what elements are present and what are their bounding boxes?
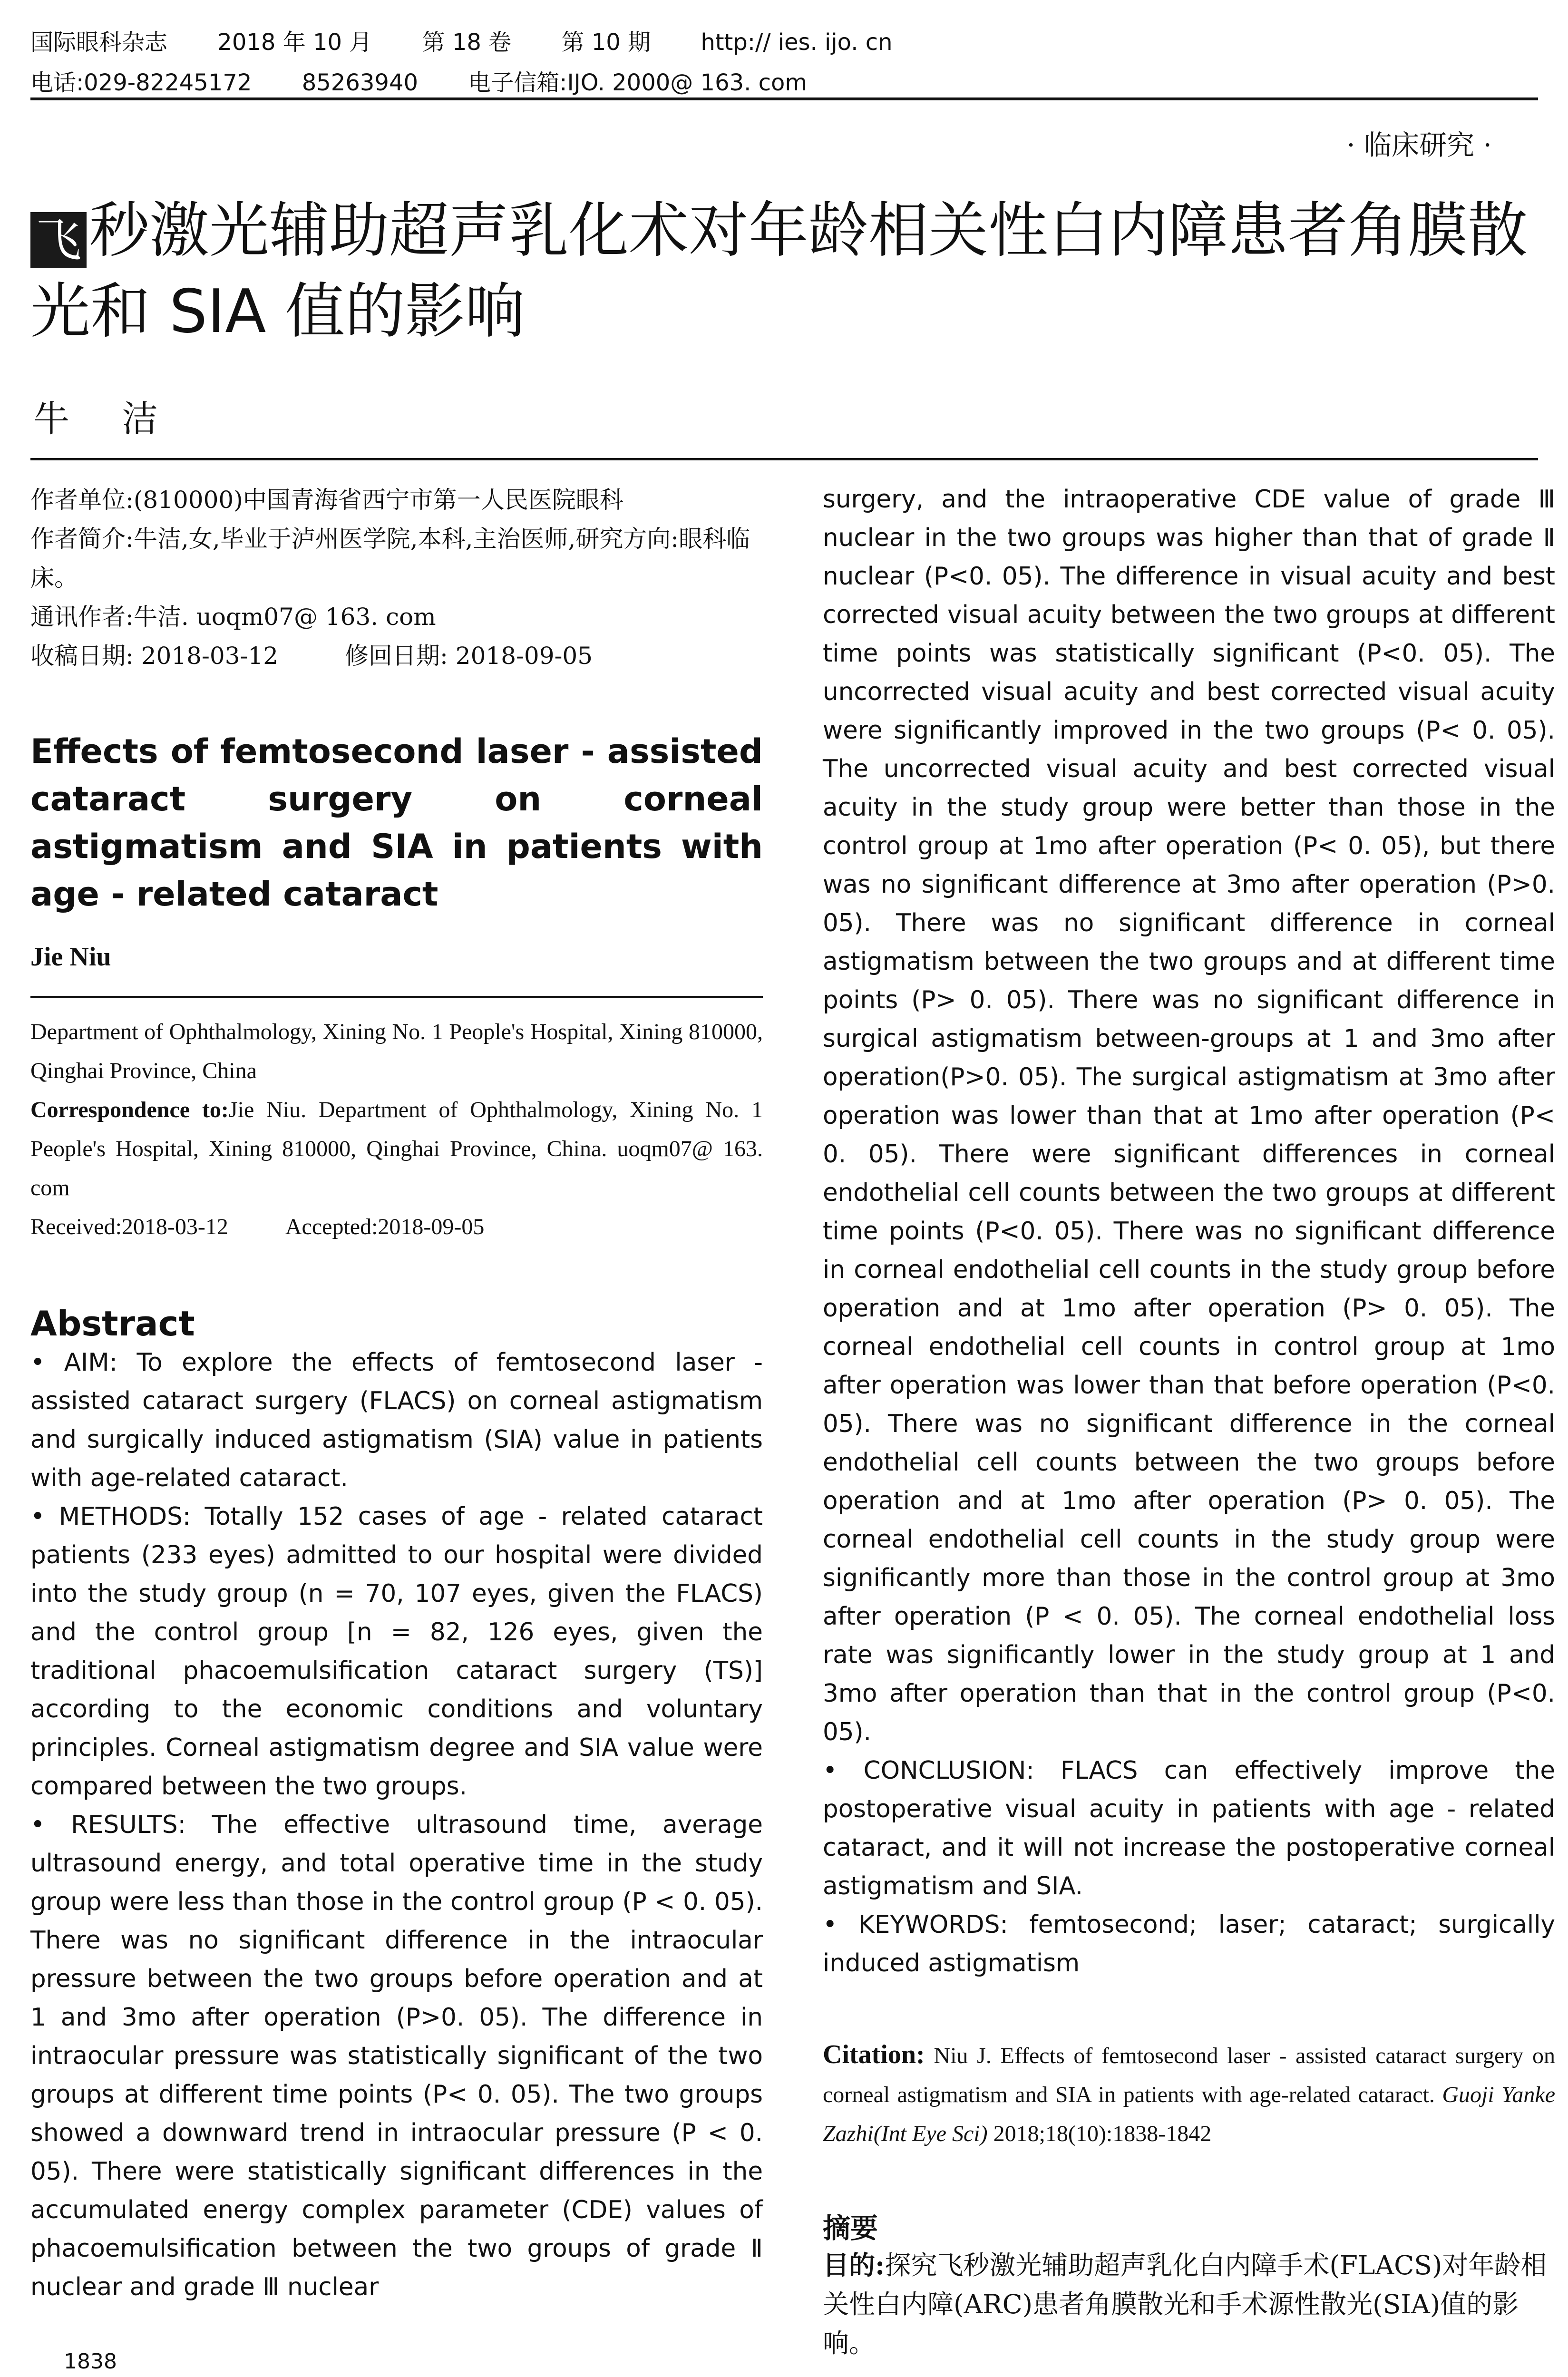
correspondence-text: Jie Niu. Department of Ophthalmology, Xining No. 1 People's Hospital, Xining 810000, Qinghai Province, China. uoqm07@ 163. com xyxy=(30,1097,763,1200)
volume: 第 18 卷 xyxy=(422,29,512,56)
cn-aim-label: 目的: xyxy=(823,2250,885,2280)
left-column xyxy=(30,480,763,2307)
citation-text: Niu J. Effects of femtosecond laser - assisted cataract surgery on corneal astigmatism and SIA in patients with age-related cataract. xyxy=(823,2043,1556,2107)
cn-aim-text: 探究飞秒激光辅助超声乳化白内障手术(FLACS)对年龄相关性白内障(ARC)患者角膜散光和手术源性散光(SIA)值的影响。 xyxy=(823,2250,1547,2358)
dates-en xyxy=(30,1208,763,1247)
received-date-cn: 收稿日期: 2018-03-12 xyxy=(30,642,279,670)
journal-website[interactable]: http:// ies. ijo. cn xyxy=(701,29,893,56)
correspondence-label: Correspondence to: xyxy=(30,1097,229,1122)
title-drop-cap: 飞 xyxy=(30,212,87,268)
section-tag: · 临床研究 · xyxy=(1346,129,1492,161)
page-number: 1838 xyxy=(64,2349,117,2374)
abstract-conclusion: • CONCLUSION: FLACS can effectively improve the postoperative visual acuity in patients with age - related cataract, and it will not increase the postoperative corneal astigmatism and SIA. xyxy=(823,1756,1555,1900)
right-column xyxy=(823,480,1555,2363)
abstract-results-part2: surgery, and the intraoperative CDE value of grade Ⅲ nuclear in the two groups was higher than that of grade Ⅱ nuclear (P<0. 05). The difference in visual acuity and best corrected visual acuity between the two groups at different time points was statistically significant (P<0. 05). The uncorrected visual acuity and best corrected visual acuity were significantly improved in the two groups (P< 0. 05). The uncorrected visual acuity and best corrected visual acuity in the study group were better than those in the control group at 1mo after operation (P< 0. 05), but there was no significant difference at 3mo after operation (P>0. 05). There was no significant difference in corneal astigmatism between the two groups and at different time points (P> 0. 05). There was no significant difference in surgical astigmatism between-groups at 1 and 3mo after operation(P>0. 05). The surgical astigmatism at 3mo after operation was lower than that at 1mo after operation (P< 0. 05). There were significant differences in corneal endothelial cell counts between the two groups at different time points (P<0. 05). There was no significant difference in corneal endothelial cell counts in the study group before operation and at 1mo after operation (P> 0. 05). The corneal endothelial cell counts in control group at 1mo after operation was lower than that before operation (P<0. 05). There was no significant difference in the corneal endothelial cell counts between the two groups before operation and at 1mo after operation (P> 0. 05). The corneal endothelial cell counts in the study group were significantly more than those in the control group at 3mo after operation (P < 0. 05). The corneal endothelial loss rate was significantly lower in the study group at 1 and 3mo after operation than that in the control group (P<0. 05). xyxy=(823,485,1555,1746)
journal-phone: 电话:029-82245172 xyxy=(30,69,252,96)
abstract-heading: Abstract xyxy=(30,1304,195,1344)
author-divider xyxy=(30,996,763,998)
received-date-en: Received:2018-03-12 xyxy=(30,1214,228,1239)
title-cn xyxy=(30,190,1552,352)
journal-name: 国际眼科杂志 xyxy=(30,29,168,56)
citation xyxy=(823,2035,1555,2153)
abstract-methods: • METHODS: Totally 152 cases of age - related cataract patients (233 eyes) admitted to our hospital were divided into the study group (n = 70, 107 eyes, given the FLACS) and the control group [n = 82, 126 eyes, given the traditional phacoemulsification cataract surgery (TS)] according to the economic conditions and voluntary principles. Corneal astigmatism degree and SIA value were compared between the two groups. xyxy=(30,1502,763,1801)
author-cn: 牛洁 xyxy=(33,398,210,440)
meta-cn xyxy=(30,480,763,675)
affiliation-block xyxy=(30,1013,763,1247)
revised-date-cn: 修回日期: 2018-09-05 xyxy=(345,642,593,670)
abstract-results-part1: • RESULTS: The effective ultrasound time, average ultrasound energy, and total operative time in the study group were less than those in the control group (P < 0. 05). There was no significant difference in the intraocular pressure between the two groups before operation and at 1 and 3mo after operation (P>0. 05). The difference in intraocular pressure was statistically significant of the two groups at different time points (P< 0. 05). The two groups showed a downward trend in intraocular pressure (P < 0. 05). There were statistically significant differences in the accumulated energy complex parameter (CDE) values of phacoemulsification between the two groups of grade Ⅱ nuclear and grade Ⅲ nuclear xyxy=(30,1811,763,2301)
corresponding-author: 通讯作者:牛洁. uoqm07@ 163. com xyxy=(30,603,436,631)
title-en: Effects of femtosecond laser - assisted cataract surgery on corneal astigmatism and SIA in patients with age - related cataract xyxy=(30,732,763,914)
cn-abstract-heading: 摘要 xyxy=(823,2212,878,2244)
dates-cn xyxy=(30,636,763,675)
citation-ref: 2018;18(10):1838-1842 xyxy=(993,2121,1212,2146)
author-en: Jie Niu xyxy=(30,942,111,972)
citation-journal: Guoji Yanke Zazhi(Int Eye Sci) xyxy=(823,2082,1556,2146)
author-unit: 作者单位:(810000)中国青海省西宁市第一人民医院眼科 xyxy=(30,486,623,514)
affiliation-en: Department of Ophthalmology, Xining No. 1 People's Hospital, Xining 810000, Qinghai Province, China xyxy=(30,1019,763,1083)
correspondence-en xyxy=(30,1091,763,1208)
header-divider xyxy=(30,97,1538,100)
journal-phone2: 85263940 xyxy=(302,69,419,96)
title-divider xyxy=(30,458,1538,460)
journal-header-line1 xyxy=(30,24,935,57)
journal-email[interactable]: 电子信箱:IJO. 2000@ 163. com xyxy=(468,69,808,96)
title-cn-text: 秒激光辅助超声乳化术对年龄相关性白内障患者角膜散光和 SIA 值的影响 xyxy=(30,195,1528,346)
journal-header-line2 xyxy=(30,64,850,97)
abstract-aim: • AIM: To explore the effects of femtosecond laser - assisted cataract surgery (FLACS) on corneal astigmatism and surgically induced astigmatism (SIA) value in patients with age-related cataract. xyxy=(30,1348,763,1492)
issue-number: 第 10 期 xyxy=(561,29,651,56)
citation-label: Citation: xyxy=(823,2040,925,2069)
accepted-date-en: Accepted:2018-09-05 xyxy=(285,1214,485,1239)
author-bio: 作者简介:牛洁,女,毕业于泸州医学院,本科,主治医师,研究方向:眼科临床。 xyxy=(30,525,750,592)
abstract-keywords: • KEYWORDS: femtosecond; laser; cataract; surgically induced astigmatism xyxy=(823,1910,1555,1978)
cn-abstract-aim xyxy=(823,2246,1555,2363)
issue-date: 2018 年 10 月 xyxy=(217,29,372,56)
